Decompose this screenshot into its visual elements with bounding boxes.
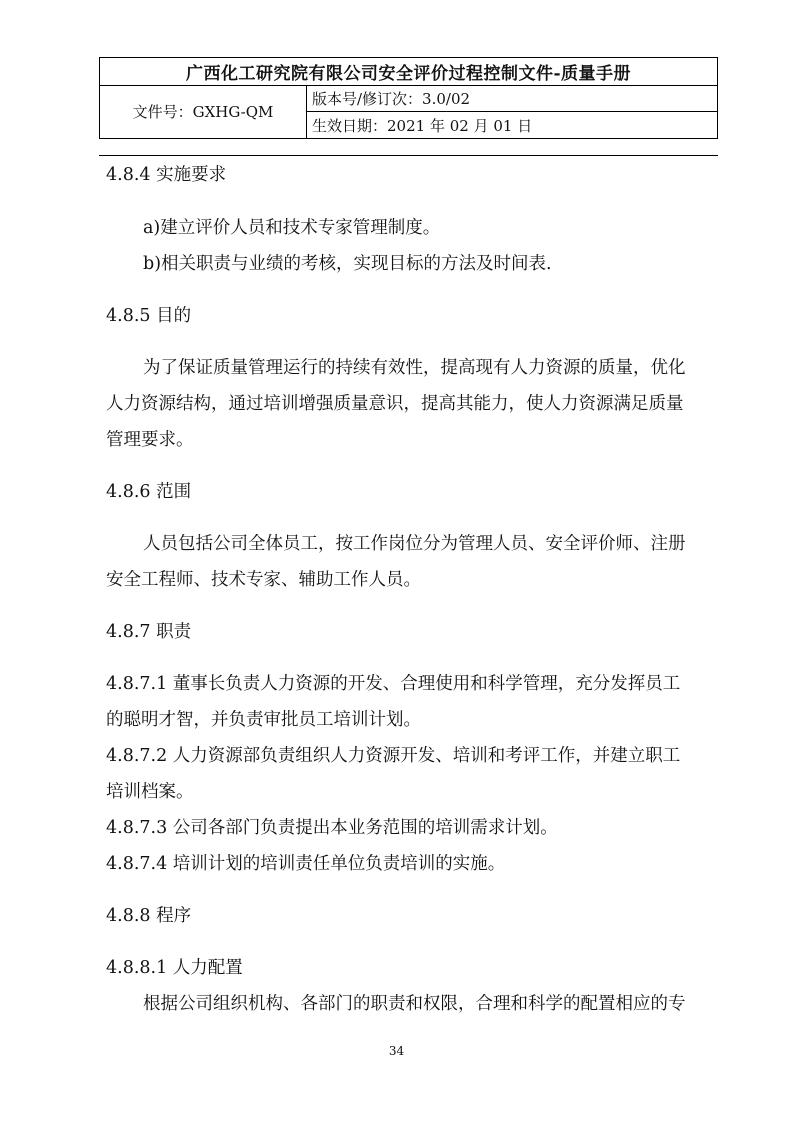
section-heading-4-8-5: 4.8.5 目的: [106, 306, 192, 326]
paragraph-line: 4.8.7.4 培训计划的培训责任单位负责培训的实施。: [106, 854, 506, 874]
paragraph-line: 培训档案。: [106, 782, 194, 802]
document-header-table: [99, 57, 718, 139]
paragraph-line: 安全工程师、技术专家、辅助工作人员。: [106, 570, 421, 590]
paragraph-line: 4.8.7.2 人力资源部负责组织人力资源开发、培训和考评工作，并建立职工: [106, 746, 681, 766]
section-heading-4-8-4: 4.8.4 实施要求: [106, 165, 227, 185]
list-item-b: b)相关职责与业绩的考核，实现目标的方法及时间表.: [143, 254, 552, 274]
paragraph-line: 4.8.7.3 公司各部门负责提出本业务范围的培训需求计划。: [106, 818, 558, 838]
header-doc-number: 文件号：GXHG-QM: [100, 85, 307, 138]
paragraph-line: 为了保证质量管理运行的持续有效性，提高现有人力资源的质量，优化: [143, 358, 686, 378]
paragraph-line: 4.8.7.1 董事长负责人力资源的开发、合理使用和科学管理，充分发挥员工: [106, 674, 681, 694]
section-heading-4-8-8: 4.8.8 程序: [106, 906, 192, 926]
paragraph-line: 人力资源结构，通过培训增强质量意识，提高其能力，使人力资源满足质量: [106, 394, 684, 414]
paragraph-line: 人员包括公司全体员工，按工作岗位分为管理人员、安全评价师、注册: [143, 534, 686, 554]
section-heading-4-8-7: 4.8.7 职责: [106, 622, 192, 642]
header-title: 广西化工研究院有限公司安全评价过程控制文件-质量手册: [100, 58, 717, 86]
section-heading-4-8-6: 4.8.6 范围: [106, 482, 192, 502]
subsection-heading-4-8-8-1: 4.8.8.1 人力配置: [106, 958, 243, 978]
paragraph-line: 管理要求。: [106, 430, 194, 450]
page-number: 34: [388, 1044, 405, 1058]
list-item-a: a)建立评价人员和技术专家管理制度。: [143, 218, 441, 238]
header-version: 版本号/修订次：3.0/02: [306, 85, 717, 112]
header-effective-date: 生效日期：2021 年 02 月 01 日: [312, 116, 533, 135]
paragraph-line: 根据公司组织机构、各部门的职责和权限，合理和科学的配置相应的专: [143, 994, 686, 1014]
header-divider: [99, 155, 718, 156]
paragraph-line: 的聪明才智，并负责审批员工培训计划。: [106, 710, 421, 730]
